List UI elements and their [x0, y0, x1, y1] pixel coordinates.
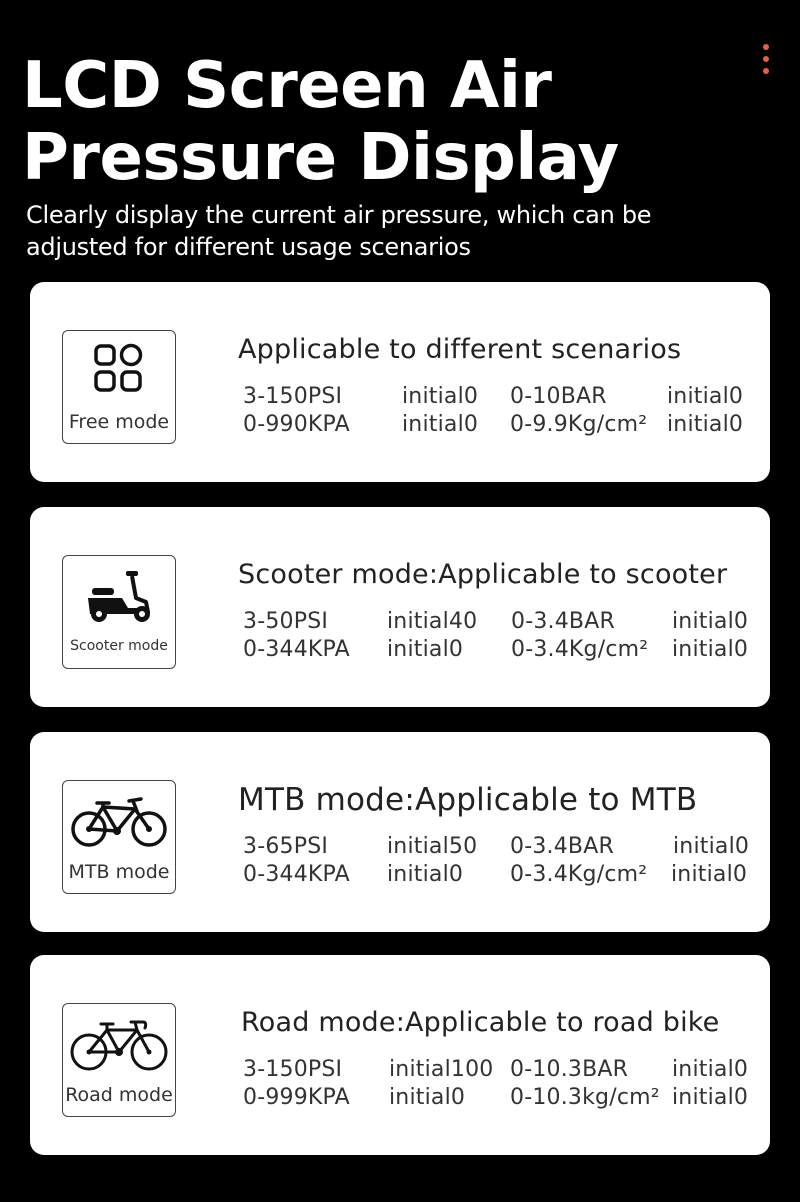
bar-range: 0-3.4BAR [511, 609, 615, 634]
kpa-initial: initial0 [402, 412, 479, 437]
page-title [22, 50, 619, 194]
mode-badge-scooter [62, 555, 176, 669]
kpa-range: 0-344KPA [243, 637, 350, 662]
mountain-bike-icon [69, 789, 169, 849]
road-bike-icon [69, 1012, 169, 1072]
psi-initial: initial0 [402, 384, 479, 409]
bar-initial: initial0 [673, 834, 750, 859]
mode-card-free [30, 282, 770, 482]
page-subtitle [26, 199, 726, 263]
kgcm-initial: initial0 [672, 637, 749, 662]
kpa-range: 0-990KPA [243, 412, 350, 437]
kgcm-initial: initial0 [672, 1085, 749, 1110]
psi-initial: initial40 [387, 609, 478, 634]
psi-range: 3-50PSI [243, 609, 329, 634]
more-vertical-icon[interactable] [760, 44, 772, 74]
mode-heading: MTB mode:Applicable to MTB [238, 782, 698, 818]
kpa-initial: initial0 [387, 862, 464, 887]
mode-label: Scooter mode [70, 638, 168, 654]
mode-card-scooter [30, 507, 770, 707]
kgcm-initial: initial0 [671, 862, 748, 887]
subtitle-line-2: adjusted for different usage scenarios [26, 233, 471, 261]
kgcm-range: 0-9.9Kg/cm² [510, 412, 648, 437]
kgcm-range: 0-10.3kg/cm² [510, 1085, 660, 1110]
kpa-range: 0-344KPA [243, 862, 350, 887]
kpa-initial: initial0 [389, 1085, 466, 1110]
grid-icon [93, 343, 145, 395]
kpa-initial: initial0 [387, 637, 464, 662]
psi-range: 3-150PSI [243, 384, 343, 409]
psi-initial: initial50 [387, 834, 478, 859]
mode-card-road [30, 955, 770, 1155]
psi-initial: initial100 [389, 1057, 494, 1082]
bar-range: 0-10.3BAR [510, 1057, 629, 1082]
mode-heading: Road mode:Applicable to road bike [241, 1007, 720, 1038]
kgcm-initial: initial0 [667, 412, 744, 437]
mode-badge-mtb [62, 780, 176, 894]
kpa-range: 0-999KPA [243, 1085, 350, 1110]
mode-heading: Scooter mode:Applicable to scooter [238, 559, 728, 590]
bar-range: 0-3.4BAR [510, 834, 614, 859]
psi-range: 3-65PSI [243, 834, 329, 859]
subtitle-line-1: Clearly display the current air pressure, which can be [26, 201, 652, 229]
menu-dot [763, 68, 769, 74]
menu-dot [763, 56, 769, 62]
scooter-icon [84, 568, 154, 624]
title-line-2: Pressure Display [22, 121, 619, 195]
bar-initial: initial0 [672, 609, 749, 634]
mode-label: Free mode [68, 411, 170, 433]
mode-heading: Applicable to different scenarios [238, 334, 682, 365]
menu-dot [763, 44, 769, 50]
kgcm-range: 0-3.4Kg/cm² [510, 862, 648, 887]
title-line-1: LCD Screen Air [22, 49, 552, 123]
mode-label: Road mode [65, 1084, 173, 1106]
bar-range: 0-10BAR [510, 384, 607, 409]
bar-initial: initial0 [667, 384, 744, 409]
mode-label: MTB mode [68, 861, 170, 883]
bar-initial: initial0 [672, 1057, 749, 1082]
mode-badge-free [62, 330, 176, 444]
mode-card-mtb [30, 732, 770, 932]
kgcm-range: 0-3.4Kg/cm² [511, 637, 649, 662]
psi-range: 3-150PSI [243, 1057, 343, 1082]
mode-badge-road [62, 1003, 176, 1117]
